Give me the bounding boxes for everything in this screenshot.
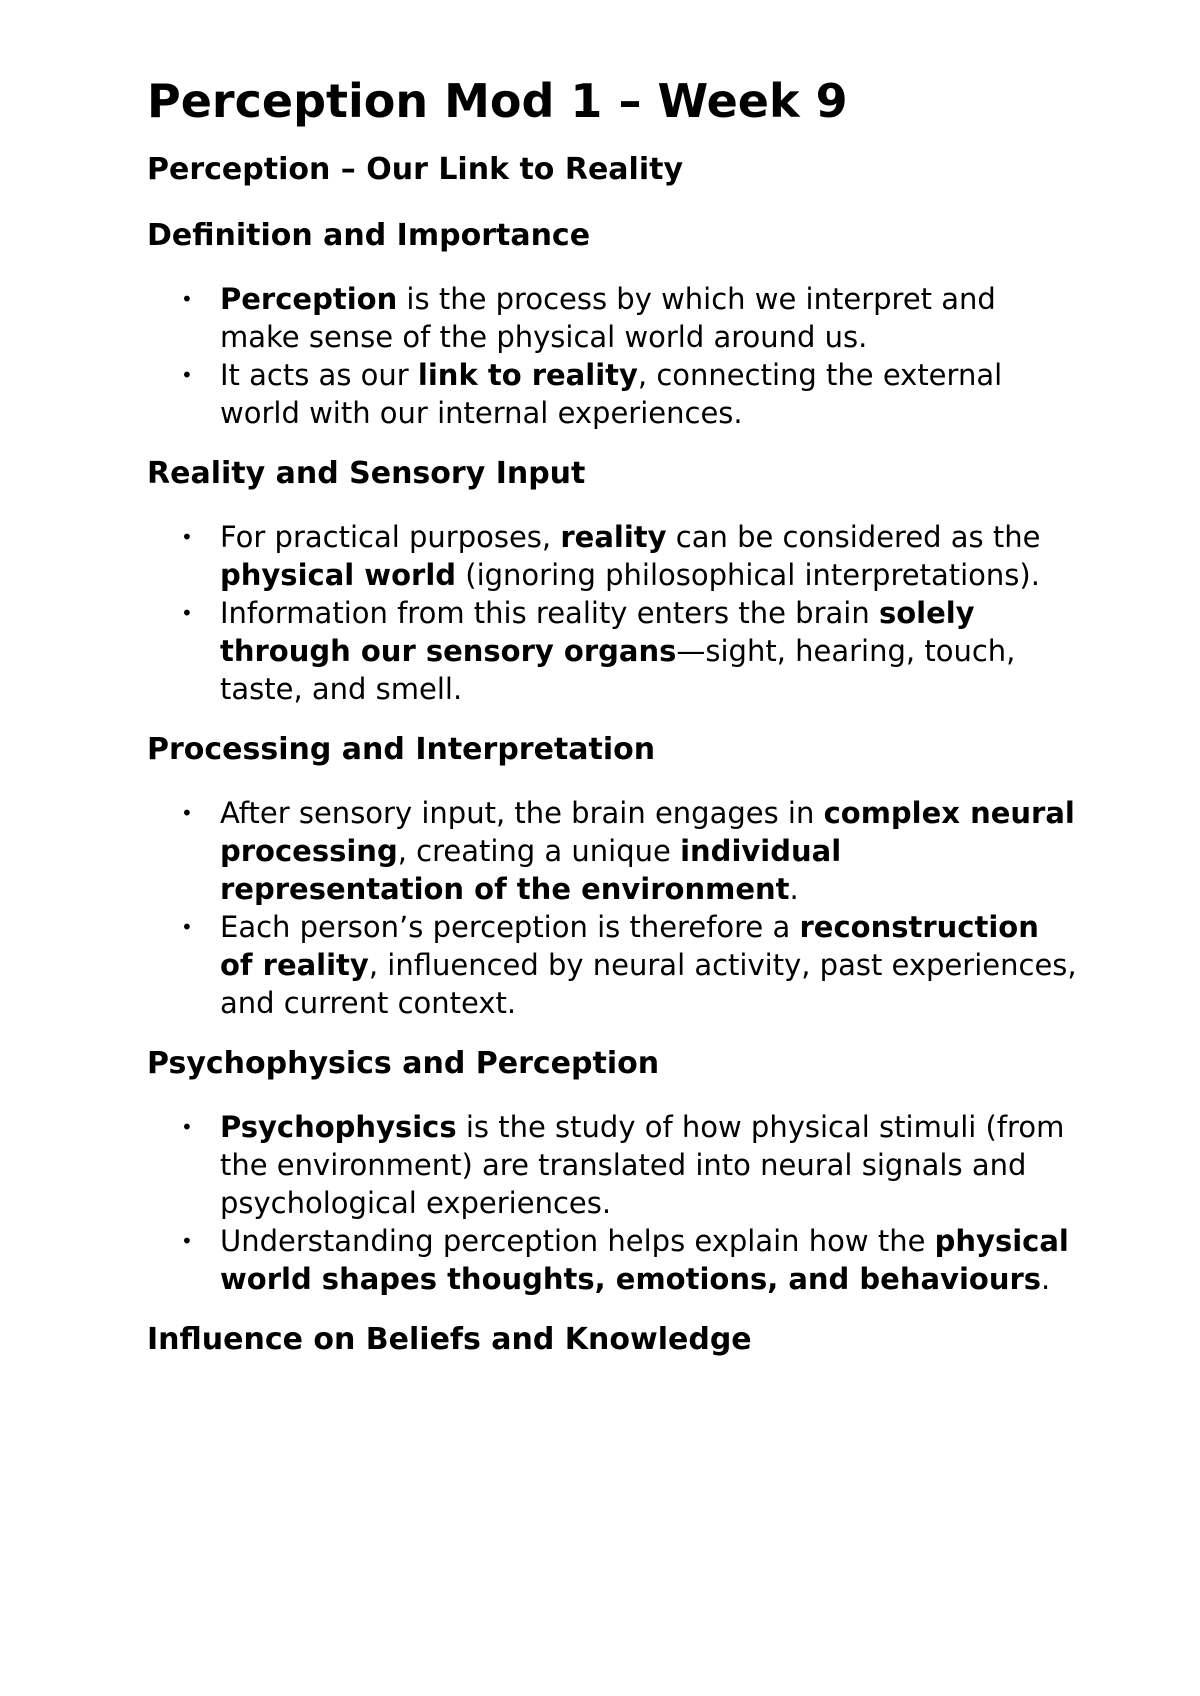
section-heading: Reality and Sensory Input [147,456,586,491]
document-subtitle: Perception – Our Link to Reality [147,152,684,187]
list-item [147,1222,1077,1298]
bold-text: physical world shapes thoughts, emotions, and behaviours [220,1224,1069,1296]
bullet-icon: • [181,1229,193,1253]
body-text: is the study of how physical stimuli (from the environment) are translated into neural signals and psychological experiences. [220,1110,1065,1220]
body-text: (ignoring philosophical interpretations). [456,558,1040,592]
bold-text: physical world [220,558,457,592]
body-text: It acts as our [220,358,418,392]
document-page [147,70,1077,1384]
body-text: . [789,872,799,906]
bold-text: reconstruction of reality [220,910,1039,982]
bullet-list [147,1108,1077,1298]
section-processing [147,730,1077,1022]
body-text: . [1041,1262,1051,1296]
list-item [147,356,1077,432]
bullet-icon: • [181,601,193,625]
body-text: Understanding perception helps explain how the [220,1224,935,1258]
bullet-list [147,280,1077,432]
bullet-icon: • [181,1115,193,1139]
bullet-icon: • [181,363,193,387]
list-item [147,594,1077,708]
bullet-icon: • [181,915,193,939]
document-title: Perception Mod 1 – Week 9 [147,74,848,128]
bullet-icon: • [181,801,193,825]
section-definition [147,216,1077,432]
body-text: Each person’s perception is therefore a [220,910,800,944]
list-item [147,518,1077,594]
body-text: , connecting the external world with our internal experiences. [220,358,1003,430]
bold-text: reality [560,520,667,554]
bullet-list [147,518,1077,708]
section-heading: Definition and Importance [147,218,591,253]
section-reality [147,454,1077,708]
body-text: , influenced by neural activity, past experiences, and current context. [220,948,1077,1020]
bold-text: solely through our sensory organs [220,596,975,668]
body-text: , creating a unique [397,834,681,868]
section-heading: Psychophysics and Perception [147,1046,660,1081]
body-text: —sight, hearing, touch, taste, and smell. [220,634,1016,706]
section-beliefs [147,1320,1077,1360]
section-heading: Processing and Interpretation [147,732,656,767]
list-item [147,280,1077,356]
bold-text: Perception [220,282,398,316]
section-psychophysics [147,1044,1077,1298]
body-text: For practical purposes, [220,520,561,554]
bullet-icon: • [181,525,193,549]
bold-text: complex neural processing [220,796,1075,868]
bold-text: individual representation of the environment [220,834,842,906]
body-text: Information from this reality enters the brain [220,596,879,630]
bullet-list [147,794,1077,1022]
body-text: can be considered as the [666,520,1041,554]
bold-text: Psychophysics [220,1110,457,1144]
body-text: After sensory input, the brain engages in [220,796,824,830]
list-item [147,794,1077,908]
body-text: is the process by which we interpret and make sense of the physical world around us. [220,282,996,354]
list-item [147,908,1077,1022]
bullet-icon: • [181,287,193,311]
list-item [147,1108,1077,1222]
section-heading: Influence on Beliefs and Knowledge [147,1322,752,1357]
bold-text: link to reality [417,358,638,392]
